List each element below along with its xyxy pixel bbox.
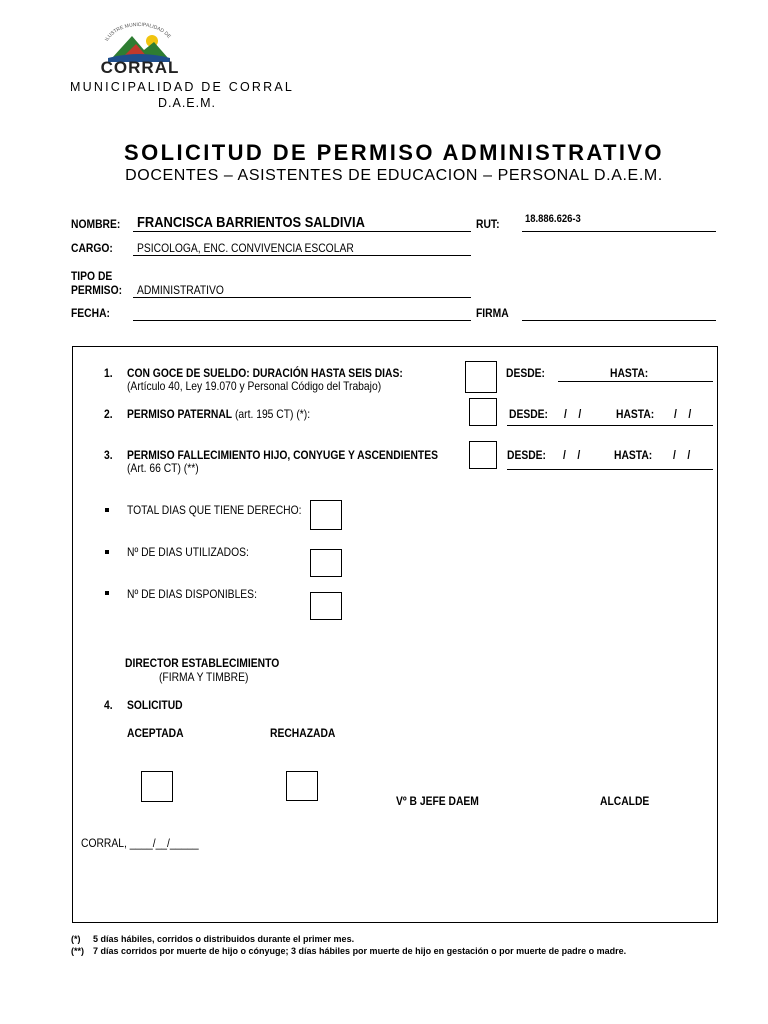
permit-2-hasta-sep: / / (674, 407, 692, 421)
cargo-underline (133, 255, 471, 256)
permit-3-detail: (Art. 66 CT) (**) (127, 461, 199, 475)
dias-disponibles-box[interactable] (310, 592, 342, 620)
permit-1-hasta-label: HASTA: (610, 366, 649, 380)
nombre-label: NOMBRE: (71, 217, 121, 231)
footnote-1-mark: (*) (71, 934, 81, 944)
corral-date[interactable]: CORRAL, ____/__/_____ (81, 836, 199, 850)
fecha-underline[interactable] (133, 320, 471, 321)
tipo-value[interactable]: ADMINISTRATIVO (137, 283, 224, 297)
nombre-underline (133, 231, 471, 232)
permit-2-date-underline[interactable] (507, 425, 713, 426)
permit-2-hasta-label: HASTA: (616, 407, 655, 421)
dias-utilizados-box[interactable] (310, 549, 342, 577)
alcalde-label: ALCALDE (600, 794, 650, 808)
tipo-underline (133, 297, 471, 298)
permit-3-desde-label: DESDE: (507, 448, 546, 462)
permit-3-desde-sep: / / (563, 448, 581, 462)
footnote-2-mark: (**) (71, 946, 84, 956)
bullet-icon (105, 508, 109, 512)
firma-underline[interactable] (522, 320, 716, 321)
permit-1-date-underline[interactable] (558, 381, 713, 382)
page-title: SOLICITUD DE PERMISO ADMINISTRATIVO (124, 140, 664, 165)
svg-text:ILUSTRE MUNICIPALIDAD DE: ILUSTRE MUNICIPALIDAD DE (104, 21, 172, 43)
director-title: DIRECTOR ESTABLECIMIENTO (125, 656, 280, 670)
footnote-1-text: 5 días hábiles, corridos o distribuidos durante el primer mes. (93, 934, 355, 944)
org-name: MUNICIPALIDAD DE CORRAL (70, 80, 295, 94)
logo-text: CORRAL (100, 58, 180, 77)
permit-2-number: 2. (104, 407, 113, 421)
director-subtitle: (FIRMA Y TIMBRE) (159, 670, 249, 684)
permit-2-detail: (art. 195 CT) (*): (232, 407, 311, 421)
rut-value[interactable]: 18.886.626-3 (525, 213, 581, 225)
permit-1-detail: (Artículo 40, Ley 19.070 y Personal Código del Trabajo) (127, 379, 382, 393)
permit-2-checkbox[interactable] (469, 398, 497, 426)
permit-3-hasta-label: HASTA: (614, 448, 653, 462)
permit-3-hasta-sep: / / (673, 448, 691, 462)
firma-label: FIRMA (476, 306, 509, 320)
fecha-label: FECHA: (71, 306, 110, 320)
solicitud-number: 4. (104, 698, 113, 712)
permit-3-title: PERMISO FALLECIMIENTO HIJO, CONYUGE Y ASCENDIENTES (127, 448, 438, 462)
aceptada-label: ACEPTADA (127, 726, 184, 740)
permit-2-title: PERMISO PATERNAL (127, 407, 233, 421)
tipo-label-1: TIPO DE (71, 269, 113, 283)
permit-1-title: CON GOCE DE SUELDO: DURACIÓN HASTA SEIS DIAS: (127, 366, 403, 380)
permit-3-date-underline[interactable] (507, 469, 713, 470)
total-dias-box[interactable] (310, 500, 342, 530)
cargo-label: CARGO: (71, 241, 113, 255)
rut-label: RUT: (476, 217, 500, 231)
corral-logo (92, 20, 186, 78)
dias-disponibles-label: Nº DE DIAS DISPONIBLES: (127, 587, 257, 601)
solicitud-title: SOLICITUD (127, 698, 183, 712)
dias-utilizados-label: Nº DE DIAS UTILIZADOS: (127, 545, 249, 559)
rut-underline (522, 231, 716, 232)
tipo-label-2: PERMISO: (71, 283, 123, 297)
permit-2-desde-label: DESDE: (509, 407, 548, 421)
rechazada-checkbox[interactable] (286, 771, 318, 801)
permit-3-checkbox[interactable] (469, 441, 497, 469)
cargo-value[interactable]: PSICOLOGA, ENC. CONVIVENCIA ESCOLAR (137, 241, 354, 255)
permit-1-checkbox[interactable] (465, 361, 497, 393)
permit-2-text (127, 407, 310, 421)
permit-3-number: 3. (104, 448, 113, 462)
permit-1-number: 1. (104, 366, 113, 380)
permit-1-desde-label: DESDE: (506, 366, 545, 380)
page-subtitle: DOCENTES – ASISTENTES DE EDUCACION – PERSONAL D.A.E.M. (125, 167, 663, 184)
nombre-value[interactable]: FRANCISCA BARRIENTOS SALDIVIA (137, 214, 365, 231)
total-dias-label: TOTAL DIAS QUE TIENE DERECHO: (127, 503, 302, 517)
rechazada-label: RECHAZADA (270, 726, 336, 740)
footnote-2-text: 7 días corridos por muerte de hijo o cónyuge; 3 días hábiles por muerte de hijo en gestación o por muerte de padre o madre. (93, 946, 627, 956)
aceptada-checkbox[interactable] (141, 771, 173, 802)
org-unit: D.A.E.M. (158, 96, 217, 110)
bullet-icon (105, 591, 109, 595)
vb-jefe-daem-label: Vº B JEFE DAEM (396, 794, 479, 808)
permit-2-desde-sep: / / (564, 407, 582, 421)
bullet-icon (105, 550, 109, 554)
